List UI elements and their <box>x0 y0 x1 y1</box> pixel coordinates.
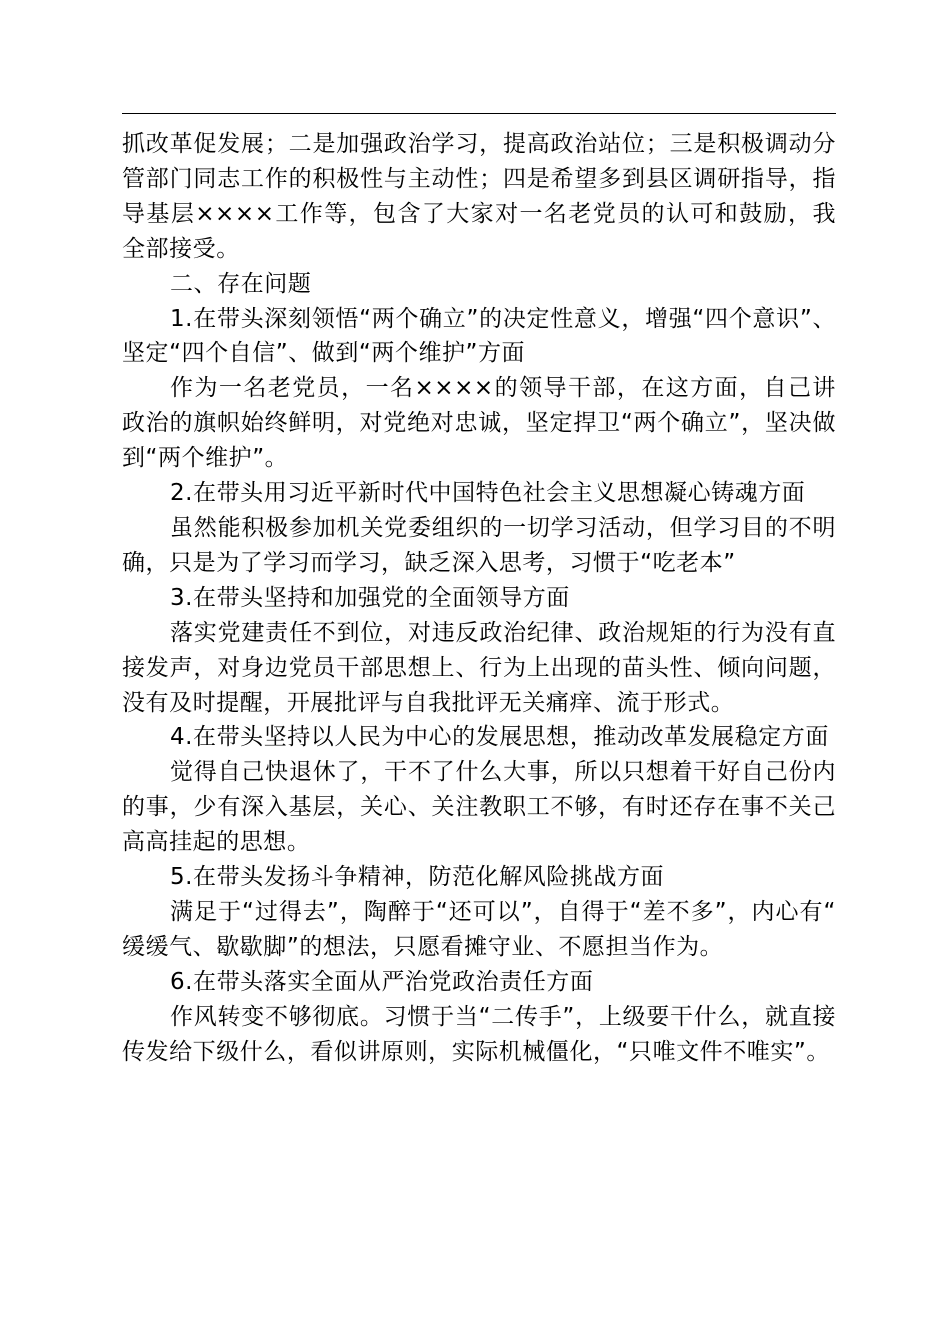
paragraph-1: 作为一名老党员，一名××××的领导干部，在这方面，自己讲政治的旗帜始终鲜明，对党绝对忠诚，坚定捍卫“两个确立”，坚决做到“两个维护”。 <box>122 375 836 472</box>
paragraph-5: 满足于“过得去”，陶醉于“还可以”，自得于“差不多”，内心有“缓缓气、歇歇脚”的想法，只愿看摊守业、不愿担当作为。 <box>122 898 836 960</box>
paragraph-3: 落实党建责任不到位，对违反政治纪律、政治规矩的行为没有直接发声，对身边党员干部思想上、行为上出现的苗头性、倾向问题，没有及时提醒，开展批评与自我批评无关痛痒、流于形式。 <box>122 619 836 716</box>
subheading-5: 5.在带头发扬斗争精神，防范化解风险挑战方面 <box>170 864 665 891</box>
paragraph-4: 觉得自己快退休了，干不了什么大事，所以只想着干好自己份内的事，少有深入基层，关心、关注教职工不够，有时还存在事不关己高高挂起的思想。 <box>122 759 836 856</box>
subheading-6: 6.在带头落实全面从严治党政治责任方面 <box>170 968 594 995</box>
subheading-3: 3.在带头坚持和加强党的全面领导方面 <box>170 584 570 611</box>
paragraph-6: 作风转变不够彻底。习惯于当“二传手”，上级要干什么，就直接传发给下级什么，看似讲原则，实际机械僵化，“只唯文件不唯实”。 <box>122 1003 836 1065</box>
subheading-2: 2.在带头用习近平新时代中国特色社会主义思想凝心铸魂方面 <box>170 480 806 507</box>
subheading-4: 4.在带头坚持以人民为中心的发展思想，推动改革发展稳定方面 <box>170 724 829 751</box>
paragraph-opinions-continued: 抓改革促发展；二是加强政治学习，提高政治站位；三是积极调动分管部门同志工作的积极性与主动性；四是希望多到县区调研指导，指导基层××××工作等，包含了大家对一名老党员的认可和鼓励，我全部接受。 <box>122 131 836 262</box>
paragraph-2: 虽然能积极参加机关党委组织的一切学习活动，但学习目的不明确，只是为了学习而学习，缺乏深入思考，习惯于“吃老本” <box>122 514 836 576</box>
section-heading-problems: 二、存在问题 <box>170 270 312 297</box>
header-rule <box>122 113 836 114</box>
subheading-1: 1.在带头深刻领悟“两个确立”的决定性意义，增强“四个意识”、坚定“四个自信”、做到“两个维护”方面 <box>122 305 836 367</box>
document-body <box>122 127 836 1069</box>
